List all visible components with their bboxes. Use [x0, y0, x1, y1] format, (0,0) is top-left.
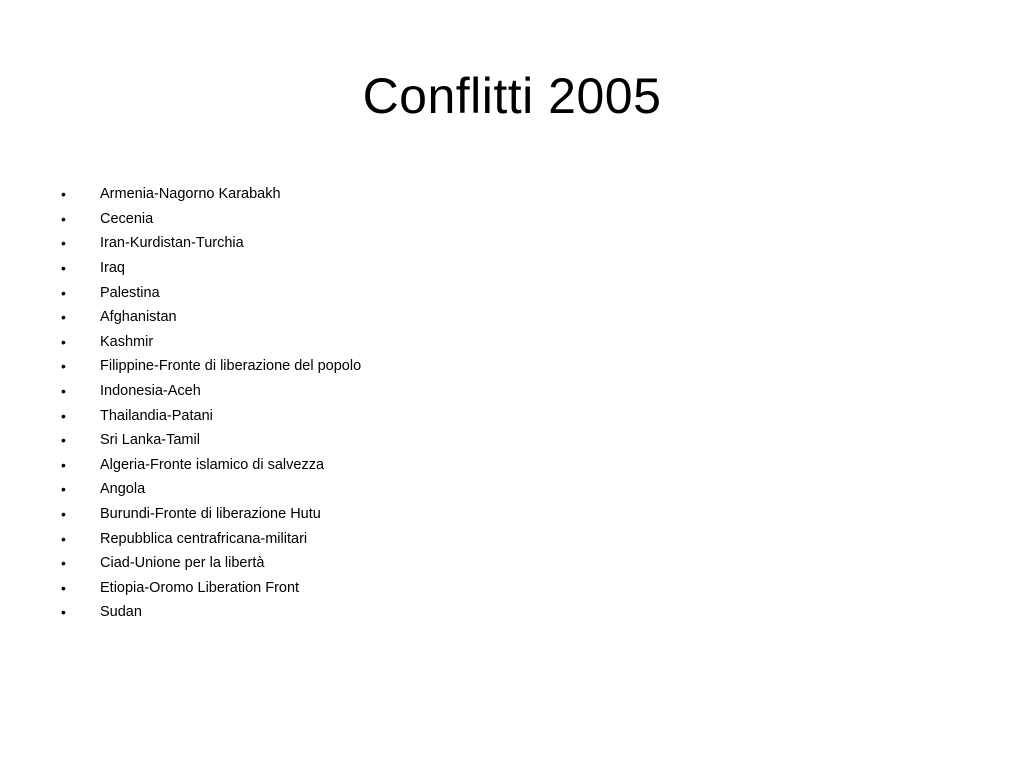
- list-item-text: Repubblica centrafricana-militari: [100, 530, 308, 547]
- bullet-icon: •: [61, 358, 66, 375]
- list-item-text: Thailandia-Patani: [100, 407, 213, 424]
- list-item-text: Sudan: [100, 604, 142, 621]
- bullet-icon: •: [61, 260, 66, 277]
- list-item-text: Etiopia-Oromo Liberation Front: [100, 579, 300, 596]
- bullet-icon: •: [61, 235, 66, 252]
- list-item-text: Kashmir: [100, 333, 154, 350]
- slide-title: Conflitti 2005: [362, 68, 662, 124]
- bullet-icon: •: [61, 186, 66, 203]
- list-item: [58, 403, 361, 428]
- bullet-list: [58, 182, 361, 625]
- bullet-icon: •: [61, 309, 66, 326]
- list-item: [58, 354, 361, 379]
- list-item: [58, 379, 361, 404]
- list-item: [58, 305, 361, 330]
- list-item-text: Angola: [100, 481, 146, 498]
- list-item: [58, 526, 361, 551]
- list-item-text: Algeria-Fronte islamico di salvezza: [100, 456, 325, 473]
- bullet-icon: •: [61, 284, 66, 301]
- bullet-icon: •: [61, 555, 66, 572]
- list-item-text: Armenia-Nagorno Karabakh: [100, 186, 281, 203]
- bullet-icon: •: [61, 456, 66, 473]
- list-item: [58, 600, 361, 625]
- list-item-text: Palestina: [100, 284, 160, 301]
- bullet-icon: •: [61, 407, 66, 424]
- list-item-text: Iran-Kurdistan-Turchia: [100, 235, 244, 252]
- list-item-text: Filippine-Fronte di liberazione del popolo: [100, 358, 362, 375]
- bullet-icon: •: [61, 432, 66, 449]
- list-item-text: Iraq: [100, 260, 125, 277]
- list-item-text: Afghanistan: [100, 309, 177, 326]
- list-item: [58, 207, 361, 232]
- list-item: [58, 477, 361, 502]
- list-item: [58, 428, 361, 453]
- bullet-icon: •: [61, 506, 66, 523]
- bullet-icon: •: [61, 481, 66, 498]
- list-item: [58, 280, 361, 305]
- list-item-text: Cecenia: [100, 210, 154, 227]
- list-item: [58, 182, 361, 207]
- list-item: [58, 256, 361, 281]
- bullet-icon: •: [61, 530, 66, 547]
- list-item: [58, 453, 361, 478]
- list-item-text: Sri Lanka-Tamil: [100, 432, 200, 449]
- list-item-text: Burundi-Fronte di liberazione Hutu: [100, 506, 321, 523]
- bullet-icon: •: [61, 383, 66, 400]
- bullet-icon: •: [61, 333, 66, 350]
- list-item: [58, 576, 361, 601]
- list-item: [58, 231, 361, 256]
- bullet-icon: •: [61, 210, 66, 227]
- list-item: [58, 551, 361, 576]
- list-item: [58, 330, 361, 355]
- list-item-text: Indonesia-Aceh: [100, 383, 201, 400]
- list-item: [58, 502, 361, 527]
- list-item-text: Ciad-Unione per la libertà: [100, 555, 265, 572]
- bullet-icon: •: [61, 604, 66, 621]
- bullet-icon: •: [61, 579, 66, 596]
